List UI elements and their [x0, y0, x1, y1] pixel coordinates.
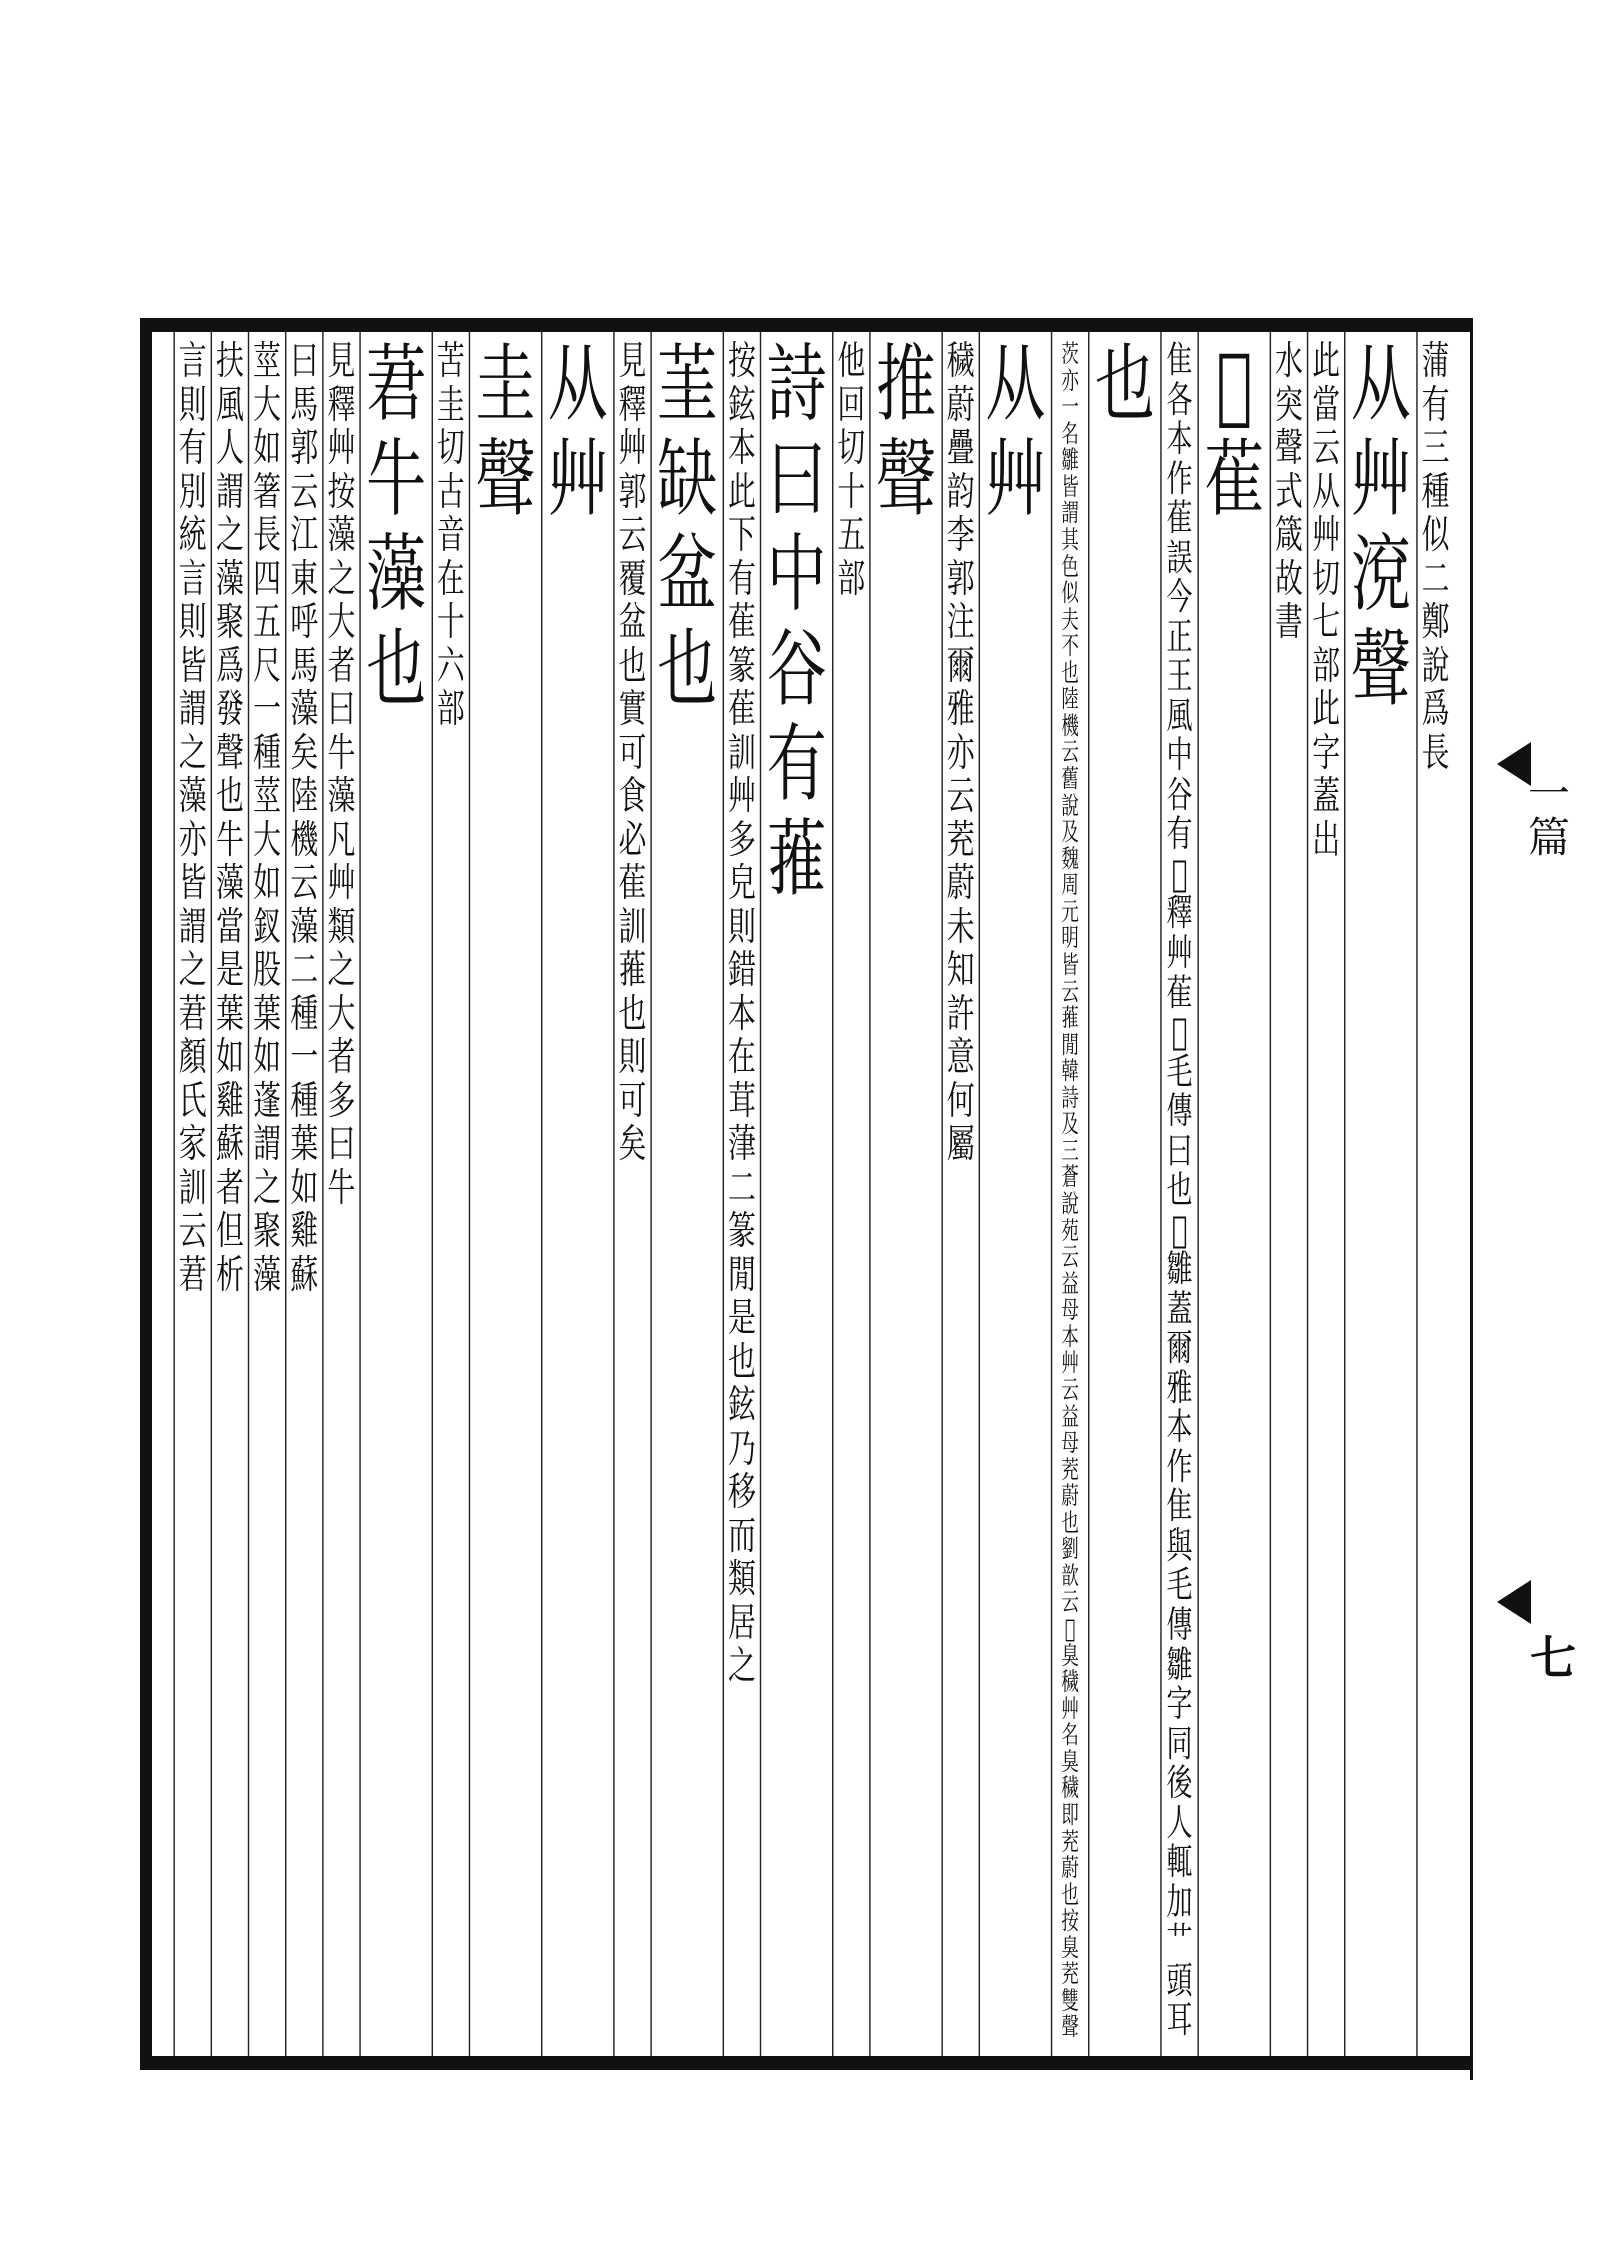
column-rule	[1051, 332, 1052, 2056]
column-rule	[322, 332, 323, 2056]
column-rule	[211, 332, 212, 2056]
column-rule	[760, 332, 761, 2056]
text-column: 曰 馬 郭 云 江 東 呼 馬 藻 矣 陸 機 云 藻 二 種 一 種 葉 如 雞 蘇	[290, 339, 319, 1298]
text-column: 見 釋 艸 郭 云 覆 盆 也 實 可 食 必 萑 訓 蓷 也 則 可 矣	[618, 339, 647, 1167]
text-column: 推 聲	[875, 335, 937, 528]
text-columns	[178, 332, 1452, 2056]
text-column: 莖 大 如 箸 長 四 五 尺 一 種 莖 大 如 釵 股 葉 如 蓬 謂 之 聚 藻	[253, 339, 282, 1298]
text-column: 茨 亦 一 名 雛 皆 謂 其 色 似 夫 不 也 陸 機 云 舊 說 及 魏 周 元 明 皆 云 蓷 閒 韓 詩 及 三 蒼 說 苑 云 益 母 本 艸 云 益 母 茺 蔚 也 劉 歆 云 𦽵 臭 穢 艸 名 臭 穢 即 茺 蔚 也 按 臭 茺 雙 聲	[1061, 339, 1079, 2042]
page-margin-strip	[1514, 332, 1600, 2056]
text-column: 苦 圭 切 古 音 在 十 六 部	[436, 339, 465, 732]
column-rule	[359, 332, 360, 2056]
text-column: 詩 曰 中 谷 有 蓷	[766, 335, 827, 908]
text-column: 从 艸	[547, 335, 608, 528]
column-rule	[650, 332, 651, 2056]
column-rule	[1344, 332, 1345, 2056]
column-rule	[613, 332, 614, 2056]
page-frame	[140, 318, 1576, 2070]
column-rule	[469, 332, 470, 2056]
text-column: 𦽵 萑	[1204, 335, 1265, 528]
text-column: 水 突 聲 式 箴 故 書	[1275, 339, 1303, 645]
page-number: 七	[1530, 1631, 1576, 1685]
text-column: 穢 蔚 疊 韵 李 郭 注 爾 雅 亦 云 茺 蔚 未 知 許 意 何 屬	[946, 339, 975, 1167]
text-column: 言 則 有 別 統 言 則 皆 謂 之 藻 亦 皆 謂 之 莙 顏 氏 家 訓 云 莙	[178, 339, 207, 1298]
text-column: 茥 缺 盆 也	[657, 335, 718, 718]
text-column: 也	[1094, 335, 1155, 433]
column-rule	[248, 332, 249, 2056]
column-rule	[723, 332, 724, 2056]
text-column: 見 釋 艸 按 藻 之 大 者 曰 牛 藻 凡 艸 類 之 大 者 多 曰 牛	[327, 339, 356, 1211]
column-rule	[173, 332, 174, 2056]
text-column: 他 回 切 十 五 部	[837, 339, 866, 602]
column-rule	[1197, 332, 1198, 2056]
text-column: 从 艸	[985, 335, 1046, 528]
text-column: 按 鉉 本 此 下 有 萑 篆 萑 訓 艸 多 皃 則 錯 本 在 茸 葏 二 篆 閒 是 也 鉉 乃 移 而 類 居 之	[727, 339, 756, 1689]
column-rule	[869, 332, 870, 2056]
column-rule	[1088, 332, 1089, 2056]
text-column: 从 艸 渷 聲	[1350, 335, 1411, 718]
column-rule	[285, 332, 286, 2056]
column-rule	[1416, 332, 1417, 2056]
column-rule	[1160, 332, 1161, 2056]
text-column: 莙 牛 藻 也	[366, 335, 427, 718]
column-rule	[832, 332, 833, 2056]
column-rule	[432, 332, 433, 2056]
column-rule	[941, 332, 942, 2056]
column-rule	[1307, 332, 1308, 2056]
column-rule	[541, 332, 542, 2056]
text-column: 圭 聲	[475, 335, 536, 528]
fish-tail-mark-lower	[1497, 1580, 1531, 1624]
text-column: 扶 風 人 謂 之 藻 聚 爲 發 聲 也 牛 藻 當 是 葉 如 雞 蘇 者 但 析	[215, 339, 244, 1298]
margin-title: 一 篇	[1527, 769, 1570, 863]
text-column: 蒲 有 三 種 似 二 鄭 說 爲 長	[1421, 339, 1450, 776]
text-column: 隹 各 本 作 萑 誤 今 正 王 風 中 谷 有 𦽵 釋 艸 萑 𦽵 毛 傳 曰 也 𦽵 雛 蓋 爾 雅 本 作 隹 與 毛 傳 雛 字 同 後 人 輒 加 艹 頭 耳	[1166, 338, 1193, 2042]
column-rule	[1270, 332, 1271, 2056]
text-column: 此 當 云 从 艸 切 七 部 此 字 蓋 出	[1312, 339, 1341, 863]
column-rule	[979, 332, 980, 2056]
